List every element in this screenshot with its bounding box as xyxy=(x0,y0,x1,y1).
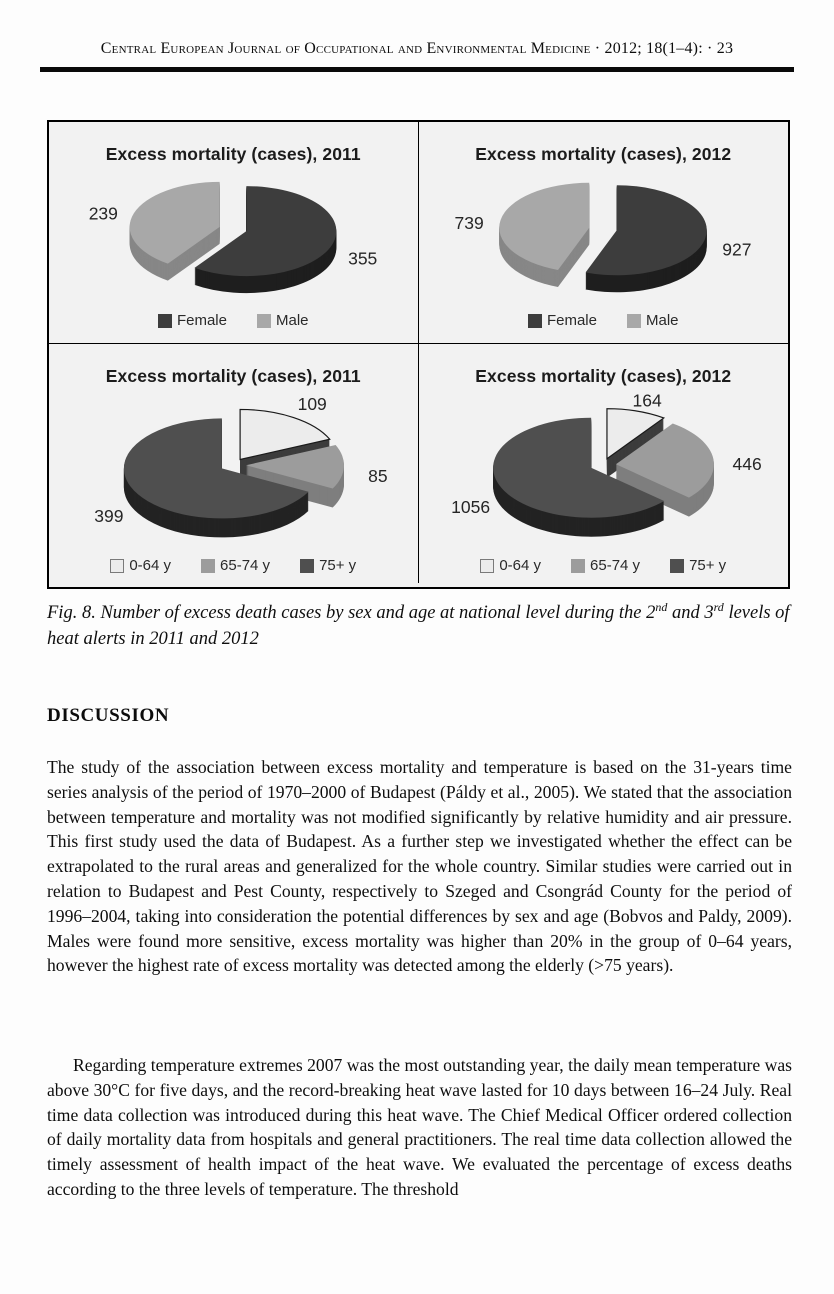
data-label: 1056 xyxy=(451,496,491,517)
legend-label: 0-64 y xyxy=(499,557,542,574)
pie-chart-canvas xyxy=(49,167,417,312)
legend-label: 65-74 y xyxy=(220,557,271,574)
legend-label: Female xyxy=(176,312,227,329)
data-label: 355 xyxy=(348,248,378,269)
chart-title: Excess mortality (cases), 2011 xyxy=(105,366,361,386)
legend-swatch xyxy=(158,314,172,328)
legend-item xyxy=(528,312,597,329)
pie-chart-canvas xyxy=(419,389,787,557)
data-label: 399 xyxy=(94,505,124,526)
pie-panel-age-2012 xyxy=(419,344,789,583)
legend-swatch xyxy=(627,314,641,328)
chart-legend xyxy=(528,312,679,329)
legend-swatch xyxy=(257,314,271,328)
data-label: 446 xyxy=(732,453,762,474)
legend-swatch xyxy=(201,559,215,573)
caption-superscript: nd xyxy=(655,599,668,614)
data-label: 109 xyxy=(297,393,328,414)
legend-item xyxy=(627,312,679,329)
chart-title: Excess mortality (cases), 2011 xyxy=(105,144,361,164)
caption-text: levels of heat alerts in 2011 and 2012 xyxy=(47,603,790,649)
figure-8 xyxy=(47,120,790,589)
legend-item xyxy=(670,557,726,574)
chart-legend xyxy=(110,557,356,574)
data-label: 164 xyxy=(632,390,662,411)
legend-item xyxy=(300,557,356,574)
legend-swatch xyxy=(110,559,124,573)
legend-item xyxy=(257,312,309,329)
legend-label: 75+ y xyxy=(319,557,357,574)
legend-label: Male xyxy=(276,312,309,329)
legend-swatch xyxy=(571,559,585,573)
section-heading-discussion: DISCUSSION xyxy=(47,705,170,726)
data-label: 239 xyxy=(88,203,119,224)
legend-swatch xyxy=(670,559,684,573)
legend-item xyxy=(158,312,227,329)
pie-chart-canvas xyxy=(49,389,417,557)
legend-item xyxy=(201,557,270,574)
figure-caption xyxy=(47,600,792,652)
pie-panel-sex-2012 xyxy=(419,122,789,344)
data-label: 739 xyxy=(454,212,484,233)
legend-label: Female xyxy=(546,312,597,329)
chart-title: Excess mortality (cases), 2012 xyxy=(475,144,732,164)
legend-item xyxy=(480,557,541,574)
legend-label: Male xyxy=(646,312,679,329)
pie-panel-sex-2011 xyxy=(49,122,419,344)
header-rule xyxy=(40,67,794,72)
caption-superscript: rd xyxy=(713,599,724,614)
chart-legend xyxy=(480,557,726,574)
data-label: 85 xyxy=(368,465,388,486)
legend-swatch xyxy=(528,314,542,328)
caption-text: Fig. 8. Number of excess death cases by sex and age at national level during the 2 xyxy=(47,603,656,623)
chart-legend xyxy=(158,312,309,329)
legend-label: 0-64 y xyxy=(129,557,172,574)
caption-text: and 3 xyxy=(667,603,714,623)
discussion-paragraph-1: The study of the association between excess mortality and temperature is based on the 31-years time series analysis of the period of 1970–2000 of Budapest (Páldy et al., 2005). We stated that the association between temperature and mortality was not modified significantly by relative humidity and air pressure. This first study used the data of Budapest. As a further step we investigated whether the effect can be extrapolated to the rural areas and generalized for the whole country. Similar studies were carried out in relation to Budapest and Pest County, respectively to Szeged and Csongrád County for the period of 1996–2004, taking into consideration the potential differences by sex and age (Bobvos and Paldy, 2009). Males were found more sensitive, excess mortality was higher than 20% in the group of 0–64 years, however the highest rate of excess mortality was detected among the elderly (>75 years). xyxy=(47,757,792,976)
pie-chart-canvas xyxy=(419,167,787,312)
legend-swatch xyxy=(480,559,494,573)
legend-label: 75+ y xyxy=(689,557,727,574)
legend-label: 65-74 y xyxy=(590,557,641,574)
pie-panel-age-2011 xyxy=(49,344,419,583)
chart-title: Excess mortality (cases), 2012 xyxy=(475,366,732,386)
discussion-paragraph-2: Regarding temperature extremes 2007 was the most outstanding year, the daily mean temperature was above 30°C for five days, and the record-breaking heat wave lasted for 10 days between 16–24 July. Real time data collection was introduced during this heat wave. The Chief Medical Officer ordered collection of daily mortality data from hospitals and general practitioners. The real time data collection allowed the timely assessment of health impact of the heat wave. We evaluated the percentage of excess deaths according to the three levels of temperature. The threshold xyxy=(47,1055,792,1199)
legend-item xyxy=(571,557,640,574)
data-label: 927 xyxy=(722,239,752,260)
legend-swatch xyxy=(300,559,314,573)
running-head: Central European Journal of Occupational and Environmental Medicine · 2012; 18(1–4): · 23 xyxy=(100,40,734,57)
legend-item xyxy=(110,557,171,574)
